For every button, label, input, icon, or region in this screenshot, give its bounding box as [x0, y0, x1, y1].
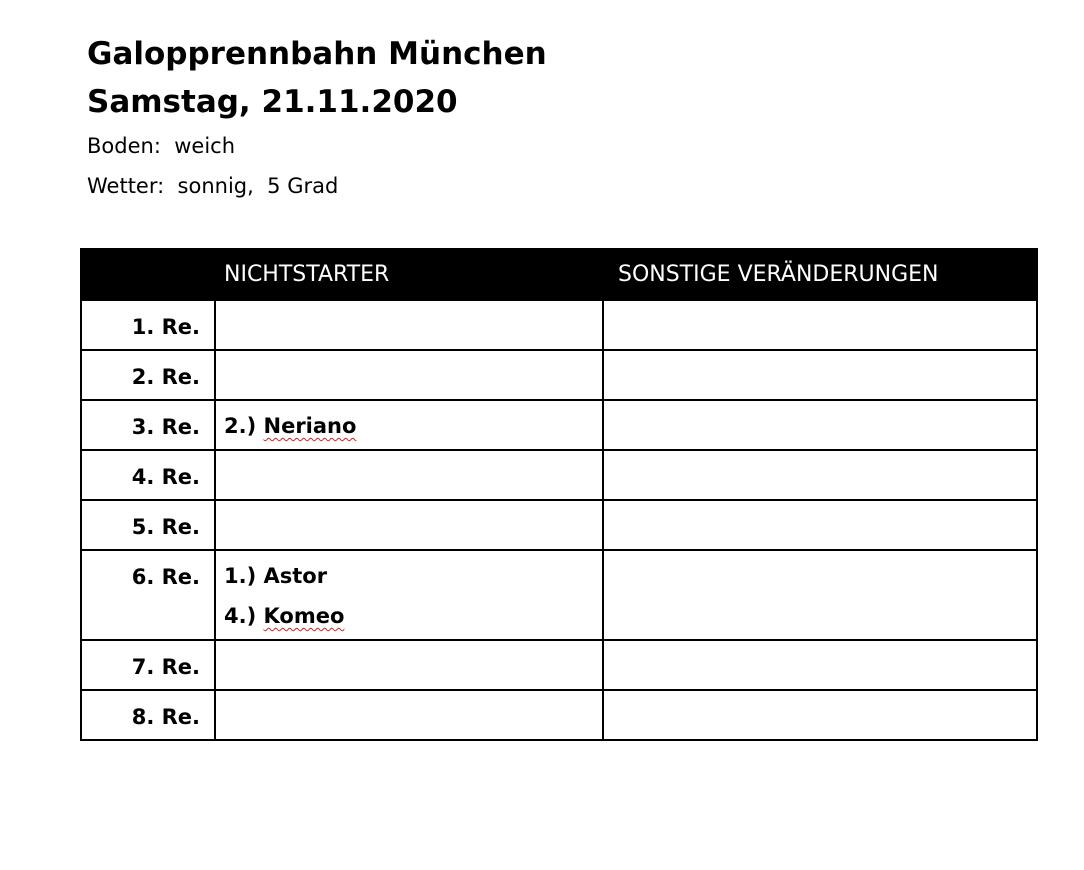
table-row — [81, 450, 1037, 500]
table-row — [81, 400, 1037, 450]
non-runner-entry — [224, 596, 602, 636]
table-row — [81, 640, 1037, 690]
race-number-cell — [81, 300, 215, 350]
runner-number: 4.) — [224, 604, 257, 628]
horse-name: Komeo — [263, 604, 345, 628]
nichtstarter-cell[interactable] — [215, 300, 603, 350]
weather-temperature: 5 Grad — [267, 174, 339, 198]
nichtstarter-cell[interactable] — [215, 450, 603, 500]
nichtstarter-cell[interactable] — [215, 640, 603, 690]
table-row — [81, 550, 1037, 640]
runner-number: 1.) — [224, 564, 257, 588]
race-number-cell — [81, 640, 215, 690]
race-number-cell — [81, 550, 215, 640]
race-number: 1. Re. — [131, 315, 200, 339]
nichtstarter-cell[interactable] — [215, 690, 603, 740]
weather-value: sonnig, — [177, 174, 254, 198]
race-number-cell — [81, 450, 215, 500]
nichtstarter-cell[interactable] — [215, 400, 603, 450]
race-number-cell — [81, 690, 215, 740]
nichtstarter-cell[interactable] — [215, 500, 603, 550]
runner-number: 2.) — [224, 414, 257, 438]
date-title: Samstag, 21.11.2020 — [87, 84, 458, 120]
table-body — [81, 300, 1037, 740]
nichtstarter-cell[interactable] — [215, 350, 603, 400]
table-row — [81, 350, 1037, 400]
sonstige-veraenderungen-cell[interactable] — [603, 350, 1037, 400]
header-sonstige-veraenderungen: SONSTIGE VERÄNDERUNGEN — [603, 249, 1037, 300]
ground-label: Boden: — [87, 134, 161, 158]
race-number-cell — [81, 400, 215, 450]
race-number-cell — [81, 350, 215, 400]
weather-condition — [87, 166, 547, 206]
non-runner-entry — [224, 551, 602, 596]
ground-value: weich — [174, 134, 236, 158]
venue-title: Galopprennbahn München — [87, 36, 547, 72]
race-number: 5. Re. — [131, 515, 200, 539]
race-number: 8. Re. — [131, 705, 200, 729]
sonstige-veraenderungen-cell[interactable] — [603, 690, 1037, 740]
race-number: 6. Re. — [131, 565, 200, 589]
race-number: 3. Re. — [131, 415, 200, 439]
table-row — [81, 690, 1037, 740]
ground-condition — [87, 126, 547, 166]
non-runner-table — [80, 248, 1038, 741]
nichtstarter-cell[interactable] — [215, 550, 603, 640]
horse-name: Neriano — [263, 414, 357, 438]
sonstige-veraenderungen-cell[interactable] — [603, 300, 1037, 350]
sonstige-veraenderungen-cell[interactable] — [603, 500, 1037, 550]
header-race-column — [81, 249, 215, 300]
horse-name: Astor — [263, 564, 328, 588]
table-row — [81, 300, 1037, 350]
race-number: 7. Re. — [131, 655, 200, 679]
sonstige-veraenderungen-cell[interactable] — [603, 400, 1037, 450]
document-header — [87, 30, 547, 206]
race-number-cell — [81, 500, 215, 550]
race-number: 2. Re. — [131, 365, 200, 389]
non-runner-entry — [224, 401, 602, 446]
weather-label: Wetter: — [87, 174, 165, 198]
sonstige-veraenderungen-cell[interactable] — [603, 450, 1037, 500]
race-number: 4. Re. — [131, 465, 200, 489]
sonstige-veraenderungen-cell[interactable] — [603, 550, 1037, 640]
sonstige-veraenderungen-cell[interactable] — [603, 640, 1037, 690]
header-nichtstarter: NICHTSTARTER — [215, 249, 603, 300]
table-header-row — [81, 249, 1037, 300]
table-row — [81, 500, 1037, 550]
